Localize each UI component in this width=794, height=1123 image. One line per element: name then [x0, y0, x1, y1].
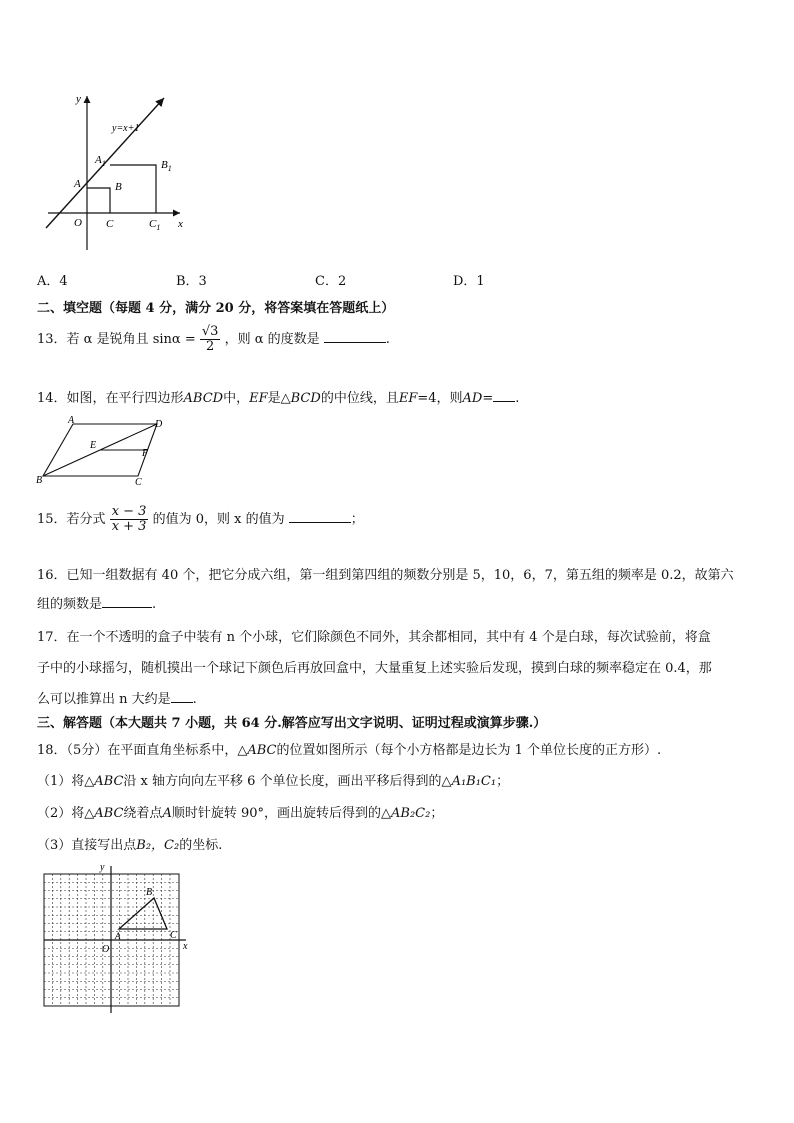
q18-part-2: （2）将△ABC绕着点A顺时针旋转 90°，画出旋转后得到的△AB₂C₂； [37, 806, 444, 821]
q16-line-2: 组的频数是 . [37, 597, 157, 612]
q15-fraction [110, 505, 149, 534]
q17-line-1: 17．在一个不透明的盒子中装有 n 个小球，它们除颜色不同外，其余都相同，其中有 4 个是白球，每次试验前，将盒 [37, 630, 711, 645]
q18-part-1: （1）将△ABC沿 x 轴方向向左平移 6 个单位长度，画出平移后得到的△A₁B₁C₁； [37, 774, 510, 789]
q17-line-3: 么可以推算出 n 大约是 . [37, 692, 197, 707]
question-15: 15．若分式 $\frac{x - 3}{x + 3}$ 的值为 0，则 x 的值为 ； [37, 504, 364, 534]
fig12-a1-label: $A_1$ [95, 154, 106, 168]
fig14-a: A [68, 415, 75, 426]
q15-prefix: 15．若分式 [37, 512, 106, 527]
q12-figure [40, 88, 200, 256]
small-square [87, 188, 110, 213]
fig14-b: B [36, 475, 43, 486]
q16-line-1: 16．已知一组数据有 40 个，把它分成六组，第一组到第四组的频数分别是 5，10，6，7，第五组的频率是 0.2，故第六 [37, 568, 734, 583]
triangle-abc [119, 898, 167, 929]
fig12-c-label: C [106, 218, 114, 230]
fig12-b1-label: $B_1$ [161, 159, 172, 173]
q13-fraction [200, 325, 221, 354]
fig12-a-label: A [74, 178, 81, 190]
fig18-origin: O [102, 944, 110, 955]
fig14-d: D [155, 419, 163, 430]
q16-answer-blank[interactable] [102, 595, 152, 608]
fig14-e: E [90, 440, 97, 451]
fig18-a: A [115, 931, 121, 941]
q15-denominator: x + 3 [111, 519, 147, 534]
q15-numerator: x − 3 [111, 504, 147, 519]
q14-answer-blank[interactable] [493, 389, 515, 402]
fig14-f: F [142, 448, 149, 459]
fig12-b-label: B [115, 181, 122, 193]
q12-option-c: C．2 [315, 274, 347, 289]
q15-answer-blank[interactable] [289, 510, 351, 523]
q18-intro: 18．（5分）在平面直角坐标系中，△ABC的位置如图所示（每个小方格都是边长为 1 个单位长度的正方形）. [37, 743, 662, 758]
question-13: 13．若 α 是锐角且 sinα = $\frac{√3}{2}$ ，则 α 的度数是 . [37, 324, 390, 354]
fig12-line-label: y=x+1 [112, 123, 140, 134]
q12-option-d: D．1 [453, 274, 485, 289]
q18-grid-figure [36, 858, 196, 1014]
fig18-x-label: x [183, 941, 188, 952]
fig12-c1-label: $C_1$ [149, 218, 161, 232]
fig14-c: C [135, 477, 142, 486]
fig12-origin-label: O [74, 217, 82, 229]
q13-suffix: ，则 α 的度数是 [224, 332, 320, 347]
q13-numerator: √3 [201, 324, 219, 339]
q13-denominator: 2 [206, 339, 215, 354]
q17-line-2: 子中的小球摇匀，随机摸出一个球记下颜色后再放回盒中，大量重复上述实验后发现，摸到白球的频率稳定在 0.4，那 [37, 661, 712, 676]
q13-prefix: 13．若 α 是锐角且 sinα = [37, 332, 196, 347]
q15-suffix: 的值为 0，则 x 的值为 [152, 512, 285, 527]
question-14: 14．如图，在平行四边形ABCD中，EF是△BCD的中位线，且EF=4，则AD= . [37, 391, 520, 406]
q14-parallelogram-figure [34, 414, 174, 486]
fig18-b: B [146, 887, 153, 898]
q12-option-b: B．3 [176, 274, 207, 289]
fig12-x-label: x [178, 218, 183, 230]
fig18-c: C [170, 930, 177, 941]
section-2-title: 二、填空题（每题 4 分，满分 20 分，将答案填在答题纸上） [37, 301, 395, 316]
q12-option-a: A．4 [37, 274, 68, 289]
q17-answer-blank[interactable] [171, 690, 193, 703]
fig18-y-label: y [100, 862, 105, 873]
section-3-title: 三、解答题（本大题共 7 小题，共 64 分.解答应写出文字说明、证明过程或演算步骤.） [37, 716, 547, 731]
q18-part-3: （3）直接写出点B₂，C₂的坐标. [37, 838, 223, 853]
q13-answer-blank[interactable] [324, 330, 386, 343]
fig12-y-label: y [76, 93, 81, 105]
